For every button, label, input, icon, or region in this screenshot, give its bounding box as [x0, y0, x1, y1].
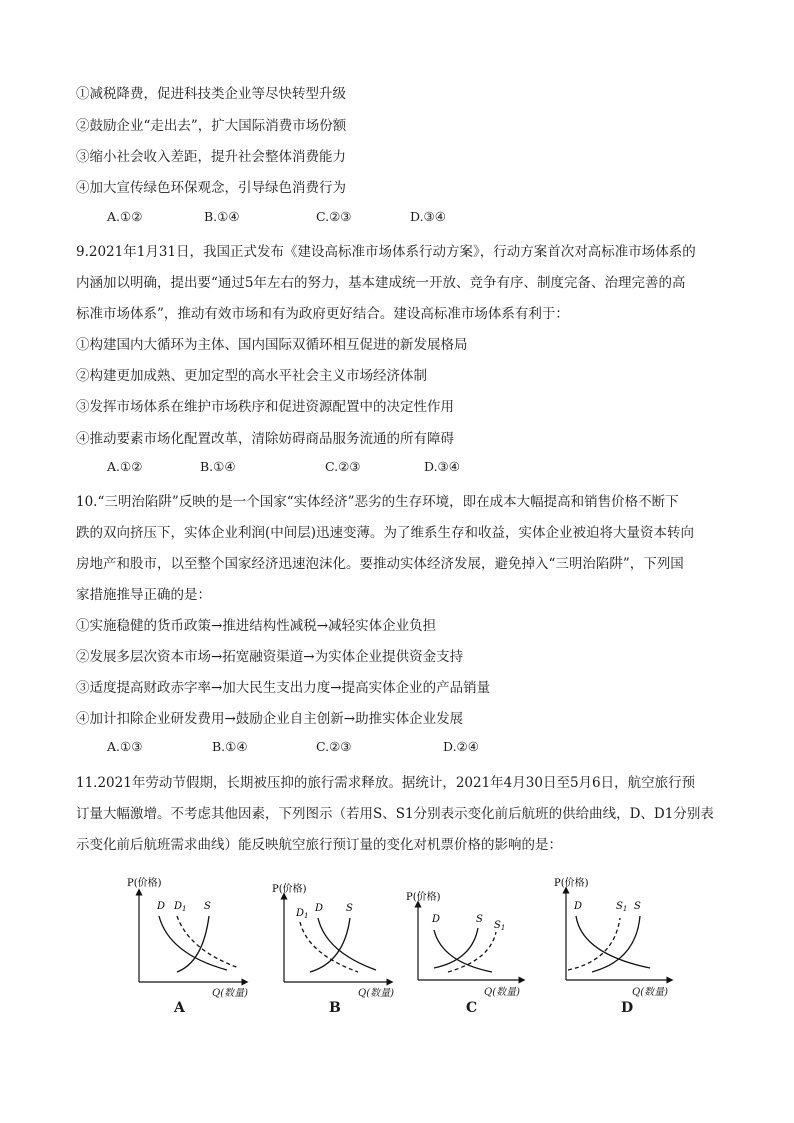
- graph-c-curve-s: [434, 928, 478, 968]
- graph-a-curve-label-s: S: [204, 901, 211, 912]
- graph-b-curve-d: [318, 918, 376, 970]
- q10-stem-2: 跌的双向挤压下，实体企业利润(中间层)迅速变薄。为了维系生存和收益，实体企业被迫将大量资本转向: [76, 525, 695, 541]
- q10-item-3: ③适度提高财政赤字率→加大民生支出力度→提高实体企业的产品销量: [76, 680, 491, 696]
- graph-b-svg: [272, 872, 392, 992]
- graph-a-ylabel: P(价格): [127, 878, 162, 889]
- q9-stem-3: 标准市场体系”，推动有效市场和有为政府更好结合。建设高标准市场体系有利于：: [76, 306, 569, 322]
- graph-a: [127, 872, 247, 996]
- graph-b-curve-label-d1: $D_1$: [296, 908, 309, 920]
- graph-a-curve-d: [159, 916, 227, 970]
- q10-stem-1: 10.“三明治陷阱”反映的是一个国家“实体经济”恶劣的生存环境，即在成本大幅提高和销售价格不断下: [76, 494, 679, 510]
- q8-option-a: A.①②: [107, 209, 143, 224]
- q8-option-d: D.③④: [410, 209, 446, 224]
- graph-d-curve-s1: [568, 918, 620, 970]
- graph-c-ylabel: P(价格): [406, 892, 441, 903]
- graph-d-ylabel: P(价格): [554, 878, 589, 889]
- graph-b-curve-label-d: D: [315, 903, 324, 914]
- q8-item-3: ③缩小社会收入差距，提升社会整体消费能力: [76, 149, 346, 165]
- q9-stem-2: 内涵加以明确，提出要“通过5年左右的努力，基本建成统一开放、竞争有序、制度完备、治理完善的高: [76, 275, 686, 291]
- q11-stem-2: 订量大幅激增。不考虑其他因素，下列图示（若用S、S1分别表示变化前后航班的供给曲线，D、D1分别表: [76, 806, 714, 822]
- q9-stem-1: 9.2021年1月31日，我国正式发布《建设高标准市场体系行动方案》，行动方案首次对高标准市场体系的: [76, 244, 696, 260]
- q9-option-a: A.①②: [107, 459, 143, 474]
- graph-b: [272, 872, 392, 996]
- q9-item-1: ①构建国内大循环为主体、国内国际双循环相互促进的新发展格局: [76, 337, 468, 353]
- q8-item-4: ④加大宣传绿色环保观念，引导绿色消费行为: [76, 180, 346, 196]
- graph-a-curve-s: [177, 916, 209, 972]
- graph-b-xlabel: Q(数量): [358, 988, 395, 999]
- graph-c: [406, 872, 526, 996]
- graph-d: [554, 872, 684, 996]
- q11-stem-3: 示变化前后航班需求曲线）能反映航空旅行预订量的变化对机票价格的影响的是：: [76, 837, 562, 853]
- graph-d-letter: D: [621, 1000, 634, 1016]
- q10-option-c: C.②③: [316, 739, 352, 754]
- q9-item-2: ②构建更加成熟、更加定型的高水平社会主义市场经济体制: [76, 368, 427, 384]
- graph-b-curve-s: [310, 918, 350, 972]
- q8-option-c: C.②③: [316, 209, 352, 224]
- graph-a-letter: A: [174, 1000, 185, 1016]
- q10-item-1: ①实施稳健的货币政策→推进结构性减税→减轻实体企业负担: [76, 618, 437, 634]
- q10-item-2: ②发展多层次资本市场→拓宽融资渠道→为实体企业提供资金支持: [76, 649, 464, 665]
- q10-option-a: A.①③: [107, 739, 143, 754]
- graph-c-svg: [406, 872, 526, 992]
- graph-a-xlabel: Q(数量): [212, 988, 249, 999]
- graph-b-curve-label-s: S: [346, 903, 353, 914]
- q8-item-1: ①减税降费，促进科技类企业等尽快转型升级: [76, 86, 346, 102]
- q8-option-b: B.①④: [204, 209, 240, 224]
- q8-item-2: ②鼓励企业“走出去”，扩大国际消费市场份额: [76, 118, 347, 134]
- q10-stem-3: 房地产和股市，以至整个国家经济迅速泡沫化。要推动实体经济发展，避免掉入“三明治陷阱”，下列国: [76, 556, 684, 572]
- q11-stem-1: 11.2021年劳动节假期，长期被压抑的旅行需求释放。据统计，2021年4月30日至5月6日，航空旅行预: [76, 775, 696, 791]
- q9-option-b: B.①④: [200, 459, 236, 474]
- graph-a-curve-label-d1: $D_1$: [174, 901, 187, 913]
- graph-c-letter: C: [466, 1000, 478, 1016]
- graph-b-ylabel: P(价格): [272, 884, 307, 895]
- q9-item-3: ③发挥市场体系在维护市场秩序和促进资源配置中的决定性作用: [76, 399, 454, 415]
- graph-a-curve-label-d: D: [157, 901, 166, 912]
- q9-option-c: C.②③: [325, 459, 361, 474]
- graph-d-curve-label-d: D: [574, 901, 583, 912]
- graph-d-xlabel: Q(数量): [632, 987, 669, 998]
- graph-b-letter: B: [329, 1000, 341, 1016]
- q9-item-4: ④推动要素市场化配置改革，清除妨碍商品服务流通的所有障碍: [76, 431, 454, 447]
- q10-option-b: B.①④: [212, 739, 248, 754]
- graph-c-curve-label-s: S: [476, 914, 483, 925]
- q10-item-4: ④加计扣除企业研发费用→鼓励企业自主创新→助推实体企业发展: [76, 711, 464, 727]
- graph-d-svg: [554, 872, 684, 992]
- graph-a-svg: [127, 872, 247, 992]
- graph-b-curve-d1: [300, 922, 358, 972]
- q10-option-d: D.②④: [443, 739, 479, 754]
- graph-c-curve-label-s1: $S_1$: [494, 920, 506, 932]
- q10-stem-4: 家措施推导正确的是：: [76, 587, 211, 603]
- graph-c-xlabel: Q(数量): [484, 987, 521, 998]
- q9-option-d: D.③④: [424, 459, 460, 474]
- graph-c-curve-label-d: D: [432, 914, 441, 925]
- graph-d-curve-label-s1: $S_1$: [616, 901, 628, 913]
- graph-d-curve-label-s: S: [634, 901, 641, 912]
